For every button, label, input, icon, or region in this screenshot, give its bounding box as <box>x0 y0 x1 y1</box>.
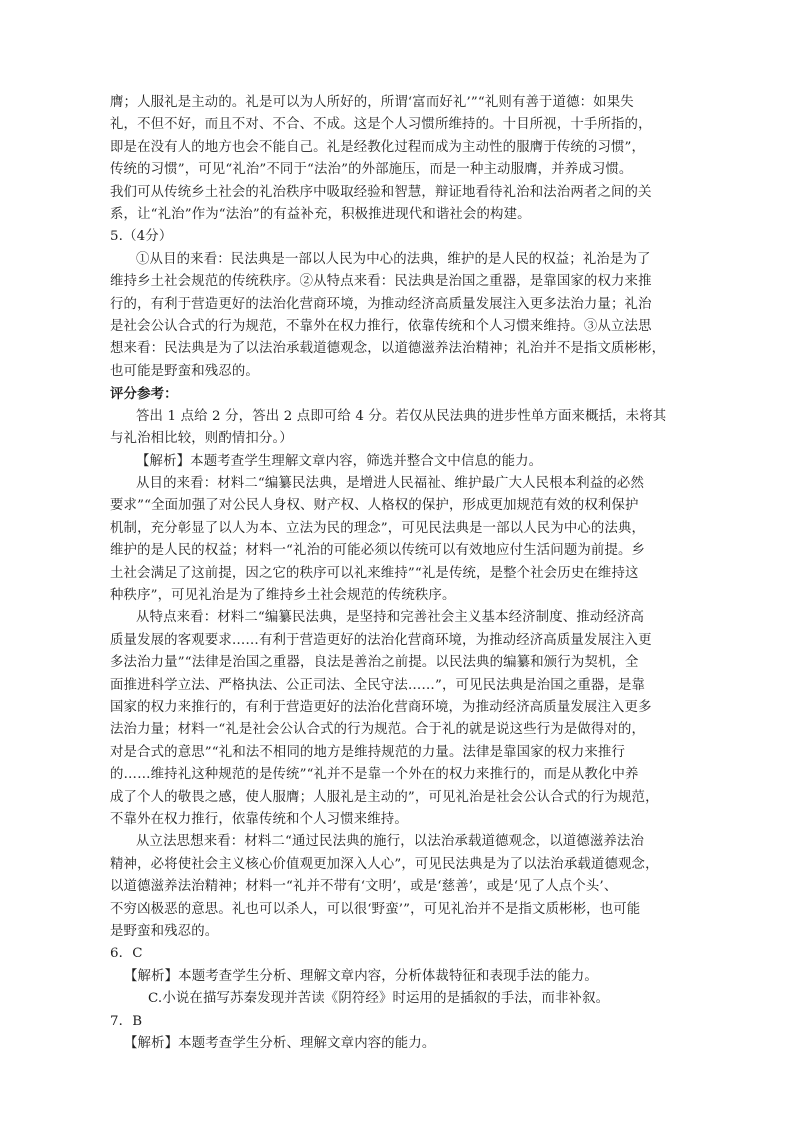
text-line: 精神，必将使社会主义核心价值观更加深入人心”，可见民法典是为了以法治承载道德观念， <box>110 856 659 872</box>
text-line: 从立法思想来看：材料二“通过民法典的施行，以法治承载道德观念，以道德滋养法治 <box>136 834 644 850</box>
question-6-analysis: 【解析】本题考查学生分析、理解文章内容，分析体裁特征和表现手法的能力。 <box>124 968 598 984</box>
text-line: 礼，不但不好，而且不对、不合、不成。这是个人习惯所维持的。十目所视，十手所指的， <box>110 117 652 133</box>
analysis-heading: 【解析】本题考查学生理解文章内容，筛选并整合文中信息的能力。 <box>136 453 543 469</box>
question-7-analysis: 【解析】本题考查学生分析、理解文章内容的能力。 <box>124 1036 436 1052</box>
text-line: 维持乡土社会规范的传统秩序。②从特点来看：民法典是治国之重器，是靠国家的权力来推 <box>110 274 652 290</box>
scoring-label: 评分参考： <box>110 386 178 403</box>
text-line: 对是合式的意思”“礼和法不相同的地方是维持规范的力量。法律是靠国家的权力来推行 <box>110 744 625 760</box>
question-6-label: 6．C <box>110 946 143 962</box>
question-5-label: 5.（4分） <box>110 229 173 245</box>
text-line: 膺；人服礼是主动的。礼是可以为人所好的，所谓‘富而好礼’”“礼则有善于道德：如果失 <box>110 95 634 110</box>
text-line: 机制，充分彰显了以人为本、立法为民的理念”，可见民法典是一部以人民为中心的法典， <box>110 520 646 536</box>
text-line: 与礼治相比较，则酌情扣分。） <box>110 431 293 447</box>
text-line: 成了个人的敬畏之感，使人服膺；人服礼是主动的”，可见礼治是社会公认合式的行为规范， <box>110 789 659 805</box>
text-line: 质量发展的客观要求……有利于营造更好的法治化营商环境，为推动经济高质量发展注入更 <box>110 632 652 648</box>
text-line: 是野蛮和残忍的。 <box>110 924 219 940</box>
answer-document <box>110 92 702 1055</box>
text-line: 我们可从传统乡土社会的礼治秩序中吸取经验和智慧，辩证地看待礼治和法治两者之间的关 <box>110 184 652 200</box>
text-line: 系，让“礼治”作为“法治”的有益补充，积极推进现代和谐社会的构建。 <box>110 207 531 223</box>
text-line: 想来看：民法典是为了以法治承载道德观念，以道德滋养法治精神；礼治并不是指文质彬彬， <box>110 341 666 357</box>
text-line: 不靠外在权力推行，依靠传统和个人习惯来维持。 <box>110 812 408 827</box>
text-line: 种秩序”，可见礼治是为了维持乡土社会规范的传统秩序。 <box>110 587 456 603</box>
text-line: 即是在没有人的地方也会不能自己。礼是经教化过程而成为主动性的服膺于传统的习惯”， <box>110 139 646 155</box>
text-line: ①从目的来看：民法典是一部以人民为中心的法典，维护的是人民的权益；礼治是为了 <box>136 251 651 267</box>
question-7-label: 7．B <box>110 1013 143 1029</box>
scoring-reference <box>110 406 702 451</box>
intro-paragraph <box>110 92 702 226</box>
text-line: 以道德滋养法治精神；材料一“礼并不带有‘文明’，或是‘慈善’，或是‘见了人点个头’、 <box>110 879 618 895</box>
text-line: 法治力量；材料一“礼是社会公认合式的行为规范。合于礼的就是说这些行为是做得对的， <box>110 722 646 738</box>
text-line: 面推进科学立法、严格执法、公正司法、全民守法……”，可见民法典是治国之重器，是靠 <box>110 677 646 693</box>
text-line: 答出 1 点给 2 分，答出 2 点即可给 4 分。若仅从民法典的进步性单方面来概括，未将其 <box>136 408 667 424</box>
text-line: 传统的习惯”，可见“礼治”不同于“法治”的外部施压，而是一种主动服膺，并养成习惯。 <box>110 162 633 178</box>
analysis-section <box>110 451 702 944</box>
text-line: 土社会满足了这前提，因之它的秩序可以礼来维持”“礼是传统，是整个社会历史在维持这 <box>110 565 639 581</box>
text-line: 维护的是人民的权益；材料一“礼治的可能必须以传统可以有效地应付生活问题为前提。乡 <box>110 543 646 559</box>
text-line: 多法治力量”“法律是治国之重器，良法是善治之前提。以民法典的编纂和颁行为契机，全 <box>110 655 639 671</box>
text-line: 行的，有利于营造更好的法治化营商环境，为推动经济高质量发展注入更多法治力量；礼治 <box>110 296 652 312</box>
question-5-answer <box>110 249 702 383</box>
text-line: 从目的来看：材料二“编纂民法典，是增进人民福祉、维护最广大人民根本利益的必然 <box>136 475 644 491</box>
text-line: 也可能是野蛮和残忍的。 <box>110 363 259 379</box>
text-line: 国家的权力来推行的，有利于营造更好的法治化营商环境，为推动经济高质量发展注入更多 <box>110 699 652 715</box>
text-line: 要求”“全面加强了对公民人身权、财产权、人格权的保护，形成更加规范有效的权利保护 <box>110 498 639 514</box>
text-line: 是社会公认合式的行为规范，不靠外在权力推行，依靠传统和个人习惯来维持。③从立法思 <box>110 319 652 335</box>
question-6-note: C.小说在描写苏秦发现并苦读《阴符经》时运用的是插叙的手法，而非补叙。 <box>148 991 610 1007</box>
text-line: 不穷凶极恶的意思。礼也可以杀人，可以很‘野蛮’”，可见礼治并不是指文质彬彬，也可能 <box>110 901 641 917</box>
text-line: 从特点来看：材料二“编纂民法典，是坚持和完善社会主义基本经济制度、推动经济高 <box>136 610 644 626</box>
text-line: 的……维持礼这种规范的是传统”“礼并不是靠一个外在的权力来推行的，而是从教化中养 <box>110 767 639 783</box>
